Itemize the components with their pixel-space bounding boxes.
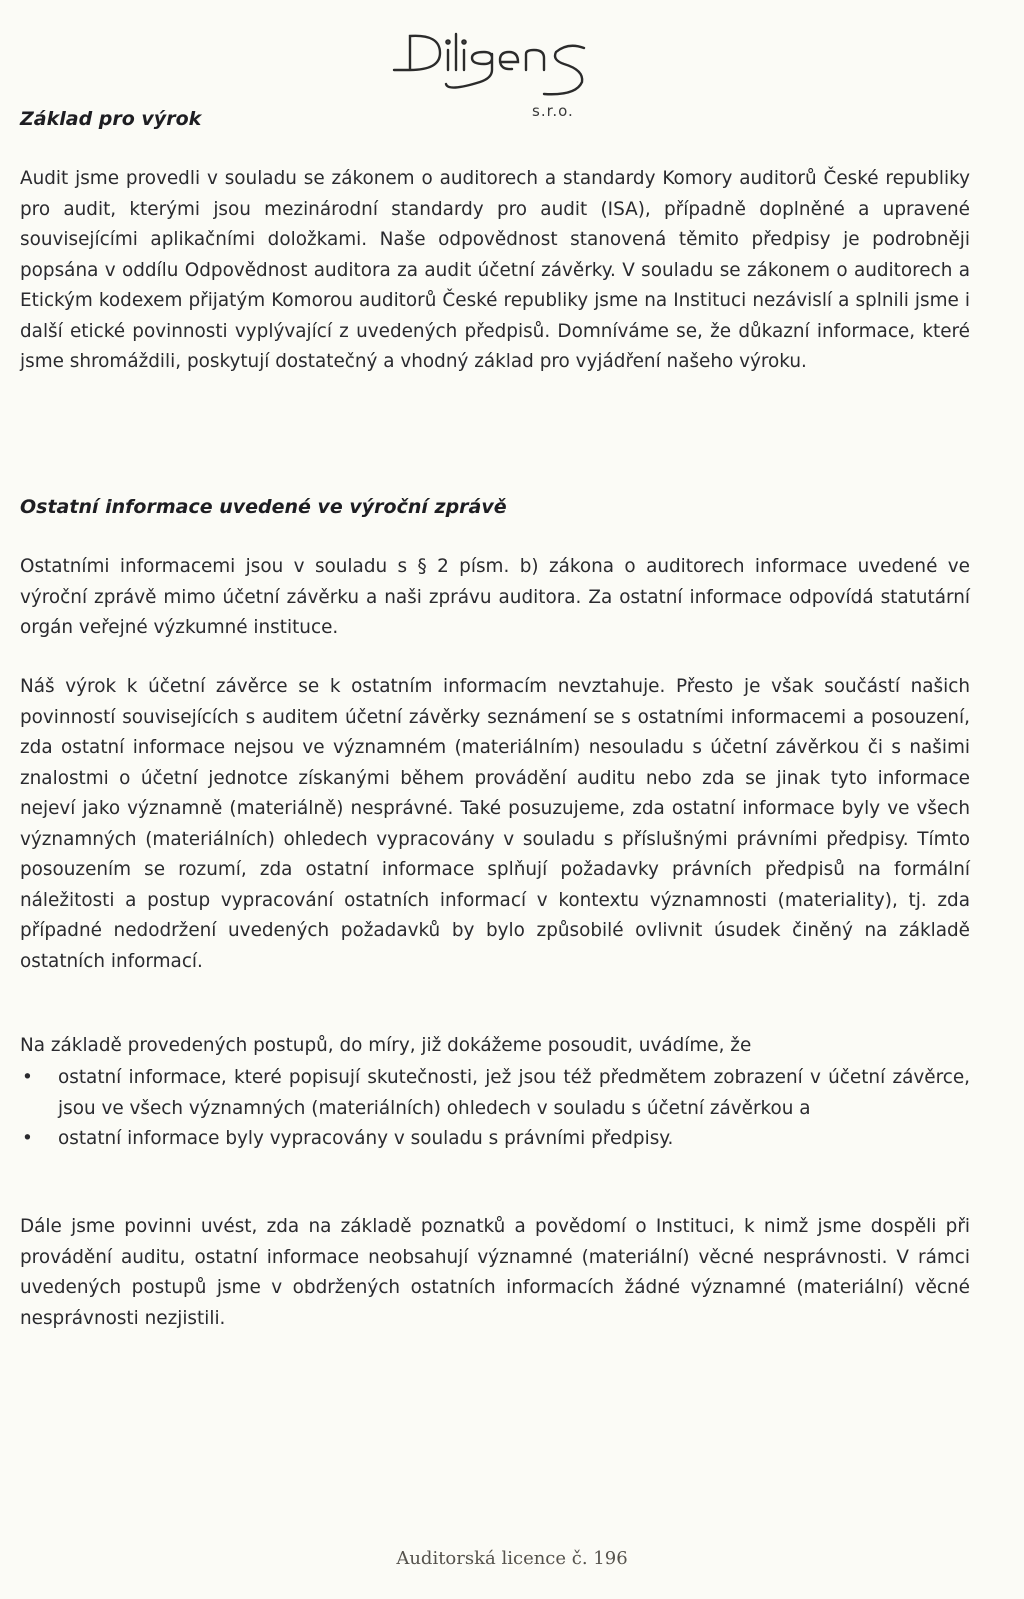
list-item — [20, 1063, 970, 1124]
bullet-icon: • — [22, 1128, 33, 1149]
other-info-paragraph-1: Ostatními informacemi jsou v souladu s § 2 písm. b) zákona o auditorech informace uvedené ve výroční zprávě mimo účetní závěrku a naši zprávu auditora. Za ostatní informace odpovídá statutární orgán veřejné výzkumné instituce. — [20, 556, 970, 638]
bullet-icon: • — [22, 1067, 33, 1088]
conclusion-list — [20, 1063, 970, 1155]
list-item — [20, 1124, 970, 1155]
company-logo — [388, 26, 598, 130]
footer-license: Auditorská licence č. 196 — [396, 1548, 628, 1569]
list-item-text: ostatní informace, které popisují skutečnosti, jež jsou též předmětem zobrazení v účetní závěrce, jsou ve všech významných (materiálních) ohledech v souladu s účetní závěrkou a — [58, 1067, 970, 1119]
list-item-text: ostatní informace byly vypracovány v souladu s právními předpisy. — [58, 1128, 674, 1149]
other-info-paragraph-4: Dále jsme povinni uvést, zda na základě poznatků a povědomí o Instituci, k nimž jsme dospěli při provádění auditu, ostatní informace neobsahují významné (materiální) věcné nesprávnosti. V rámci uvedených postupů jsme v obdržených ostatních informacích žádné významné (materiální) věcné nesprávnosti nezjistili. — [20, 1216, 970, 1329]
section-heading-other-info: Ostatní informace uvedené ve výroční zprávě — [20, 496, 507, 518]
other-info-paragraph-3: Na základě provedených postupů, do míry, již dokážeme posoudit, uvádíme, že — [20, 1035, 752, 1056]
logo-suffix: s.r.o. — [532, 102, 574, 120]
basis-paragraph: Audit jsme provedli v souladu se zákonem o auditorech a standardy Komory auditorů České republiky pro audit, kterými jsou mezinárodní standardy pro audit (ISA), případně doplněné a upravené souvisejícími aplikačními doložkami. Naše odpovědnost stanovená těmito předpisy je podrobněji popsána v oddílu Odpovědnost auditora za audit účetní závěrky. V souladu se zákonem o auditorech a Etickým kodexem přijatým Komorou auditorů České republiky jsme na Instituci nezávislí a splnili jsme i další etické povinnosti vyplývající z uvedených předpisů. Domníváme se, že důkazní informace, které jsme shromáždili, poskytují dostatečný a vhodný základ pro vyjádření našeho výroku. — [20, 168, 970, 372]
section-heading-basis: Základ pro výrok — [20, 108, 202, 130]
other-info-paragraph-2: Náš výrok k účetní závěrce se k ostatním informacím nevztahuje. Přesto je však součástí našich povinností souvisejících s auditem účetní závěrky seznámení se s ostatními informacemi a posouzení, zda ostatní informace nejsou ve významném (materiálním) nesouladu s účetní závěrkou či s našimi znalostmi o účetní jednotce získanými během provádění auditu nebo zda se jinak tyto informace nejeví jako významně (materiálně) nesprávné. Také posuzujeme, zda ostatní informace byly ve všech významných (materiálních) ohledech vypracovány v souladu s příslušnými právními předpisy. Tímto posouzením se rozumí, zda ostatní informace splňují požadavky právních předpisů na formální náležitosti a postup vypracování ostatních informací v kontextu významnosti (materiality), tj. zda případné nedodržení uvedených požadavků by bylo způsobilé ovlivnit úsudek činěný na základě ostatních informací. — [20, 676, 970, 972]
